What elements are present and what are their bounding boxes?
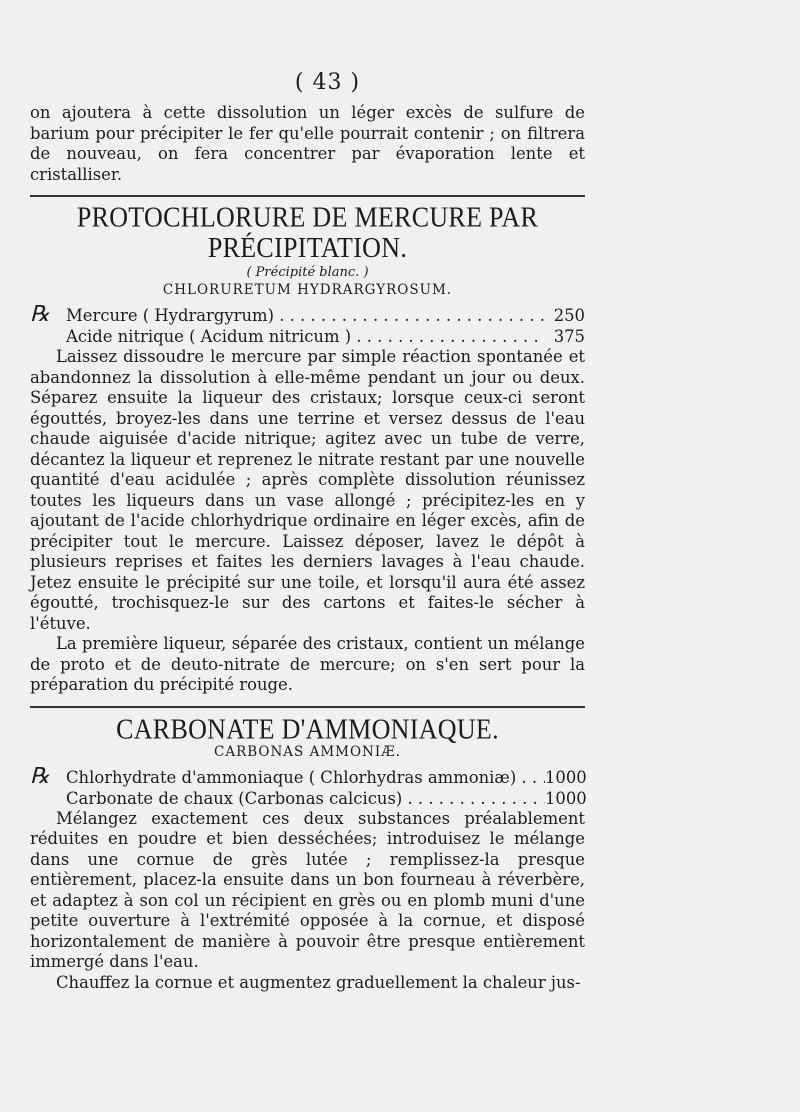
- body-paragraph: Mélangez exactement ces deux substances préalablement réduites en poudre et bien desséchées; introduisez le mélange dans une cornue de grès lutée ; remplissez-la presque entièrement, placez-la ensuite dans un bon fourneau à réverbère, et adaptez à son col un récipient en grès ou en plomb muni d'une petite ouverture à l'extrémité opposée à la cornue, et disposé horizontalement de manière à pouvoir être presque entièrement immergé dans l'eau.: [30, 808, 585, 971]
- body-paragraph: Laissez dissoudre le mercure par simple réaction spontanée et abandonnez la dissolution à elle-même pendant un jour ou deux. Séparez ensuite la liqueur des cristaux; lorsque ceux-ci seront égouttés, broyez-les dans une terrine et versez dessus de l'eau chaude aiguisée d'acide nitrique; agitez avec un tube de verre, décantez la liqueur et reprenez le nitrate restant par une nouvelle quantité d'eau acidulée ; après complète dissolution réunissez toutes les liqueurs dans un vase allongé ; précipitez-les en y ajoutant de l'acide chlorhydrique ordinaire en léger excès, afin de précipiter tout le mercure. Laissez déposer, lavez le dépôt à plusieurs reprises et faites les derniers lavages à l'eau chaude. Jetez ensuite le précipité sur une toile, et lorsqu'il aura été assez égoutté, trochisquez-le sur des cartons et faites-le sécher à l'étuve.: [30, 347, 585, 633]
- ingredient-quantity: 250: [553, 306, 585, 325]
- page-number: ( 43 ): [294, 70, 361, 95]
- ingredient-quantity: 375: [553, 327, 585, 346]
- body-paragraph: La première liqueur, séparée des cristaux, contient un mélange de proto et de deuto-nitrate de mercure; on s'en sert pour la préparation du précipité rouge.: [30, 634, 585, 694]
- section-divider: [30, 195, 585, 197]
- recipe-symbol: ℞: [30, 302, 50, 327]
- ingredient-line: [30, 304, 585, 326]
- latin-name: CARBONAS AMMONIÆ.: [214, 743, 401, 760]
- section-title-carbonate: CARBONATE D'AMMONIAQUE.: [116, 713, 499, 745]
- ingredient-name: Acide nitrique ( Acidum nitricum ) . . .: [66, 326, 545, 347]
- ingredient-name: Carbonate de chaux (Carbonas calcicus) . . .: [66, 788, 545, 809]
- ingredient-line: [30, 326, 585, 347]
- section-title-protochlorure: PROTOCHLORURE DE MERCURE PAR PRÉCIPITATION.: [76, 201, 539, 264]
- body-paragraph: Chauffez la cornue et augmentez graduellement la chaleur jus-: [56, 972, 581, 992]
- recipe-symbol: ℞: [30, 763, 50, 789]
- ingredient-name: Mercure ( Hydrargyrum) . . .: [66, 305, 545, 326]
- ingredient-line: [30, 788, 585, 809]
- latin-name: CHLORURETUM HYDRARGYROSUM.: [162, 282, 453, 298]
- ingredient-quantity: 1000: [545, 788, 587, 808]
- section-subtitle: ( Précipité blanc. ): [246, 265, 369, 280]
- book-page: [30, 70, 585, 993]
- ingredient-quantity: 1000: [545, 767, 587, 787]
- intro-paragraph: on ajoutera à cette dissolution un léger excès de sulfure de barium pour précipiter le fer qu'elle pourrait contenir ; on filtrera de nouveau, on fera concentrer par évaporation lente et cristalliser.: [30, 103, 585, 184]
- ingredient-name: Chlorhydrate d'ammoniaque ( Chlorhydras ammoniæ) . . .: [66, 767, 545, 788]
- ingredient-line: [30, 763, 587, 789]
- section-divider: [30, 706, 585, 708]
